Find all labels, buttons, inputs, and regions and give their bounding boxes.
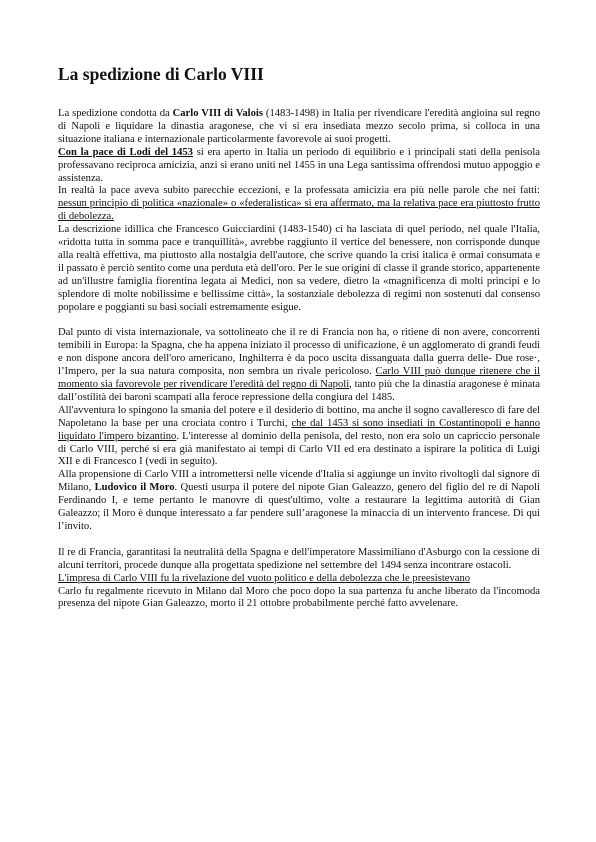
underlined-costantinopoli: che dal 1453 si sono insediati in Costantinopoli e hanno liquidato l'impero bizantino xyxy=(58,417,541,442)
paragraph-pace-di-lodi: Con la pace di Lodi del 1453 si era aperto in Italia un periodo di equilibrio e i principali stati della penisola professavano reciproca amicizia, anzi si erano uniti nel 1455 in una Lega santissima offrendosi mutuo appoggio e assistenza. xyxy=(58,146,540,184)
underlined-pace-di-lodi: Con la pace di Lodi del 1453 xyxy=(58,146,193,158)
bold-ludovico-moro: Ludovico il Moro xyxy=(94,482,175,494)
paragraph-ludovico-moro: Alla propensione di Carlo VIII a intromettersi nelle vicende d'Italia si aggiunge un invito rivoltogli dal signore di Milano, Ludovico il Moro. Questi usurpa il potere del nipote Gian Galeazzo, genero del figlio del re di Napoli Ferdinando I, e teme pertanto le manovre di quest'ultimo, volte a restaurare la legittima autorità di Gian Galeazzo; il Moro è dunque interessato a far pendere sull’aragonese la minaccia di un intervento francese. Di qui l’invito. xyxy=(58,469,540,532)
paragraph-realta-pace: In realtà la pace aveva subito parecchie eccezioni, e la professata amicizia era più nelle parole che nei fatti: nessun principio di politica «nazionale» o «federalistica» si era affermato, ma la relativa pace era piuttosto frutto di debolezza. xyxy=(58,185,540,223)
underlined-impresa: L'impresa di Carlo VIII fu la rivelazione del vuoto politico e della debolezza che le preesistevano xyxy=(58,572,471,584)
paragraph-internazionale: Dal punto di vista internazionale, va sottolineato che il re di Francia non ha, o ritiene di non avere, concorrenti temibili in Europa: la Spagna, che ha appena iniziato il processo di unificazione, è un agglomerato di grandi feudi e non dispone ancora dell'oro americano, Inghilterra è da poco uscita dissanguata dalla guerra delle- Due rose·, l’Impero, per la sua natura composita, non sembra un rivale pericoloso. Carlo VIII può dunque ritenere che il momento sia favorevole per rivendicare l'eredità del regno di Napoli, tanto più che la dinastia aragonese è minata dall’ostilità dei baroni scampati alla feroce repressione della congiura del 1485. xyxy=(58,327,541,403)
paragraph-gap xyxy=(58,534,540,547)
paragraph-gap xyxy=(58,315,540,328)
paragraph-guicciardini: La descrizione idillica che Francesco Guicciardini (1483-1540) ci ha lasciata di quel periodo, nel quale l'Italia, «ridotta tutta in somma pace e tranquillità», avrebbe raggiunto il vertice del benessere, non corrisponde dunque alla realtà effettiva, ma piuttosto alla nostalgia dell'autore, che scrive quando la crisi italica è ormai consumata e il passato è perciò sentito come una perduta età dell'oro. Per le sue origini di classe il grande storico, appartenente ad un'illustre famiglia fiorentina legata ai Medici, non sa vedere, dietro la «magnificenza di molti prìncipi e lo splendore di molte nobilissime e bellissime città», la sostanziale debolezza di regimi non sostenuti dal consenso popolare e poggianti su basi sociali estremamente esigue. xyxy=(58,224,540,313)
page-title: La spedizione di Carlo VIII xyxy=(58,64,264,84)
underlined-principio-politica: nessun principio di politica «nazionale» o «federalistica» si era affermato, ma la relativa pace era piuttosto frutto di debolezza. xyxy=(58,198,540,223)
paragraph-re-di-francia: Il re di Francia, garantitasi la neutralità della Spagna e dell'imperatore Massimiliano d'Asburgo con la cessione di alcuni territori, procede dunque alla progettata spedizione nel settembre del 1494 senza incontrare ostacoli. xyxy=(58,546,540,571)
paragraph-impresa xyxy=(58,573,540,586)
paragraph-intro: La spedizione condotta da Carlo VIII di Valois (1483-1498) in Italia per rivendicare l'eredità angioina sul regno di Napoli e liquidare la dinastia aragonese, che vi si era insediata mezzo secolo prima, si colloca in una situazione italiana e internazionale particolarmente favorevole ai suoi progetti. xyxy=(58,108,540,145)
paragraph-milano: Carlo fu regalmente ricevuto in Milano dal Moro che poco dopo la sua partenza fu anche liberato da l'incomoda presenza del nipote Gian Galeazzo, morto il 21 ottobre probabilmente perché fatto avvelenare. xyxy=(58,585,540,610)
underlined-rivendicare-napoli: Carlo VIII può dunque ritenere che il momento sia favorevole per rivendicare l'eredità del regno di Napoli xyxy=(58,366,540,391)
bold-carlo-viii: Carlo VIII di Valois xyxy=(172,108,263,119)
document-page xyxy=(58,64,540,611)
paragraph-avventura: All'avventura lo spingono la smania del potere e il desiderio di bottino, ma anche il sogno cavalleresco di fare del Napoletano la base per una crociata contro i Turchi, che dal 1453 si sono insediati in Costantinopoli e hanno liquidato l'impero bizantino. L'interesse al dominio della penisola, del resto, non era solo un capriccio personale di Carlo VIII, perché si era già manifestato ai tempi di Carlo VII ed era destinato a ispirare la politica di Luigi XII e di Francesco I (vedi in seguito). xyxy=(58,404,541,468)
